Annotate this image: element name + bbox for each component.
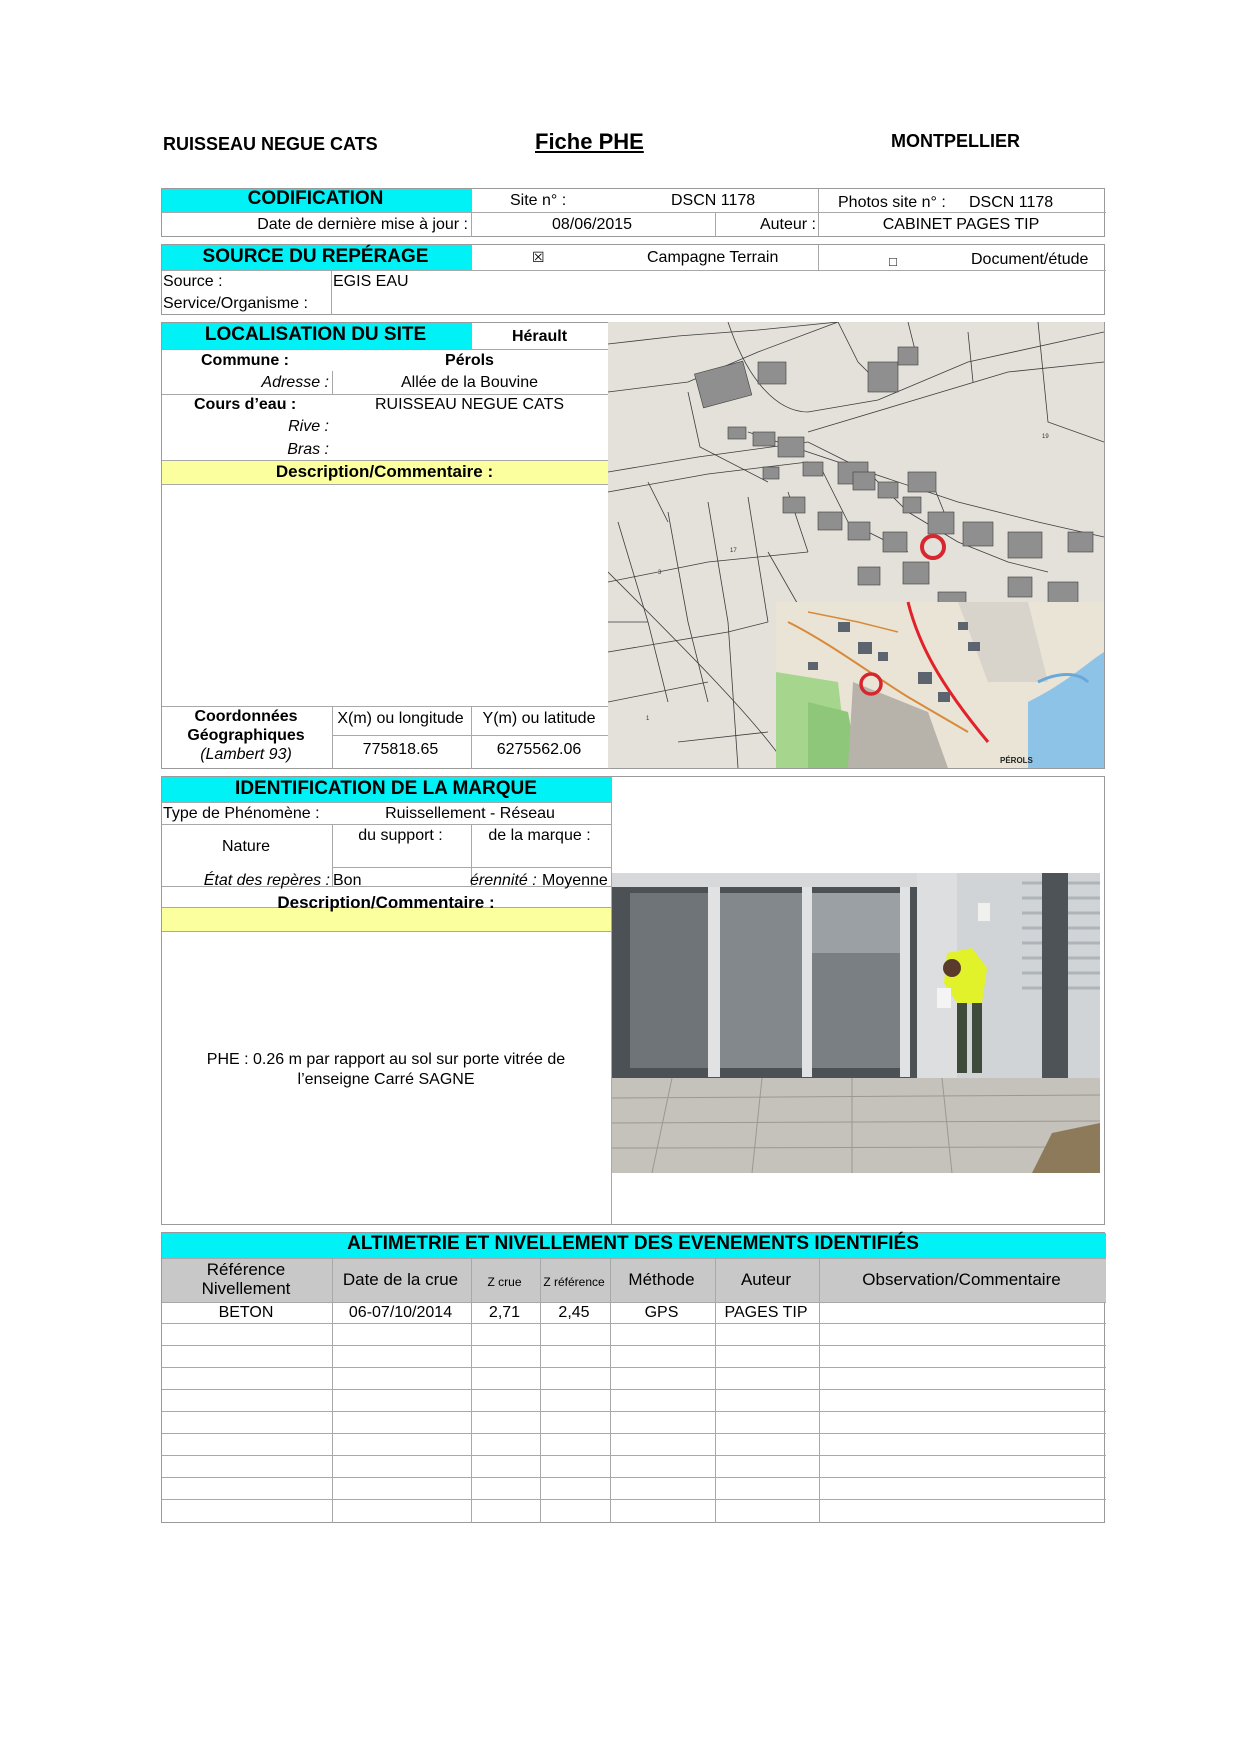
auteur-label: Auteur : bbox=[759, 216, 816, 233]
document-label: Document/étude bbox=[971, 251, 1089, 268]
perennite-value: Moyenne bbox=[542, 872, 608, 889]
codification-title: CODIFICATION bbox=[247, 188, 384, 209]
campagne-checkbox[interactable]: ☒ bbox=[532, 249, 545, 265]
row1-methode: GPS bbox=[644, 1304, 679, 1321]
site-value: DSCN 1178 bbox=[671, 192, 756, 209]
row1-reference: BETON bbox=[218, 1304, 274, 1321]
row1-z-reference: 2,45 bbox=[558, 1304, 590, 1321]
col-header-auteur: Auteur bbox=[740, 1270, 792, 1289]
commune-label: Commune : bbox=[201, 352, 289, 369]
row1-auteur: PAGES TIP bbox=[724, 1304, 808, 1321]
date-label: Date de dernière mise à jour : bbox=[257, 216, 468, 233]
map-parcel-label-4: 1 bbox=[646, 716, 650, 722]
altimetrie-title: ALTIMETRIE ET NIVELLEMENT DES EVENEMENTS IDENTIFIÉS bbox=[347, 1233, 919, 1254]
col-header-reference: Référence Nivellement bbox=[201, 1260, 291, 1298]
source-label: Source : bbox=[163, 273, 223, 290]
y-coord-value: 6275562.06 bbox=[496, 741, 582, 758]
row1-z-crue: 2,71 bbox=[488, 1304, 521, 1321]
identification-title: IDENTIFICATION DE LA MARQUE bbox=[235, 778, 537, 799]
adresse-value: Allée de la Bouvine bbox=[401, 374, 538, 391]
coord-label-1: Coordonnées bbox=[194, 708, 298, 725]
inset-town-label: PÉROLS bbox=[1000, 756, 1033, 765]
col-header-methode: Méthode bbox=[628, 1270, 695, 1289]
identification-desc-line-1: PHE : 0.26 m par rapport au sol sur porte vitrée de bbox=[206, 1051, 566, 1068]
site-location-map bbox=[608, 322, 1104, 768]
localisation-desc-title: Description/Commentaire : bbox=[275, 462, 494, 481]
photos-label: Photos site n° : bbox=[838, 194, 946, 211]
date-value: 08/06/2015 bbox=[551, 216, 633, 233]
cours-label: Cours d’eau : bbox=[194, 396, 297, 413]
source-value: EGIS EAU bbox=[333, 273, 409, 290]
perennite-label: érennité : bbox=[470, 872, 537, 889]
service-label: Service/Organisme : bbox=[163, 295, 308, 312]
x-coord-value: 775818.65 bbox=[362, 741, 439, 758]
localisation-title: LOCALISATION DU SITE bbox=[204, 324, 427, 345]
coord-label-3: (Lambert 93) bbox=[200, 746, 292, 763]
col-header-z-reference: Z référence bbox=[543, 1275, 605, 1289]
map-parcel-label-1: 19 bbox=[1042, 434, 1049, 440]
adresse-label: Adresse : bbox=[261, 374, 329, 391]
row1-date: 06-07/10/2014 bbox=[348, 1304, 453, 1321]
bras-label: Bras : bbox=[287, 441, 329, 458]
nature-label: Nature bbox=[221, 838, 271, 855]
col-header-observation: Observation/Commentaire bbox=[862, 1270, 1061, 1289]
etat-label: État des repères : bbox=[203, 872, 330, 889]
commune-value: Pérols bbox=[445, 352, 494, 369]
identification-desc-title: Description/Commentaire : bbox=[277, 893, 495, 912]
header-city: MONTPELLIER bbox=[891, 131, 1020, 151]
marque-label: de la marque : bbox=[488, 827, 591, 844]
departement-value: Hérault bbox=[511, 328, 568, 345]
rive-label: Rive : bbox=[288, 418, 329, 435]
x-coord-label: X(m) ou longitude bbox=[337, 710, 464, 727]
support-label: du support : bbox=[358, 827, 443, 844]
col-header-z-crue: Z crue bbox=[487, 1275, 522, 1289]
type-label: Type de Phénomène : bbox=[163, 805, 320, 822]
etat-value: Bon bbox=[333, 872, 362, 889]
coord-label-2: Géographiques bbox=[187, 727, 305, 744]
type-value: Ruissellement - Réseau bbox=[385, 805, 555, 822]
header-river-name: RUISSEAU NEGUE CATS bbox=[163, 134, 378, 154]
campagne-label: Campagne Terrain bbox=[647, 249, 779, 266]
map-parcel-label-2: 17 bbox=[730, 548, 737, 554]
aerial-inset-map bbox=[776, 602, 1104, 768]
auteur-value: CABINET PAGES TIP bbox=[882, 216, 1040, 233]
cours-value: RUISSEAU NEGUE CATS bbox=[374, 396, 565, 413]
map-parcel-label-3: 3 bbox=[658, 570, 662, 576]
document-checkbox[interactable]: □ bbox=[889, 254, 897, 269]
site-photo bbox=[612, 873, 1100, 1173]
source-title: SOURCE DU REPÉRAGE bbox=[202, 246, 429, 267]
identification-desc-line-2: l’enseigne Carré SAGNE bbox=[297, 1071, 475, 1088]
site-label: Site n° : bbox=[510, 192, 567, 209]
page-title: Fiche PHE bbox=[535, 129, 644, 154]
col-header-date: Date de la crue bbox=[342, 1270, 459, 1289]
y-coord-label: Y(m) ou latitude bbox=[482, 710, 596, 727]
photos-value: DSCN 1178 bbox=[969, 194, 1054, 211]
